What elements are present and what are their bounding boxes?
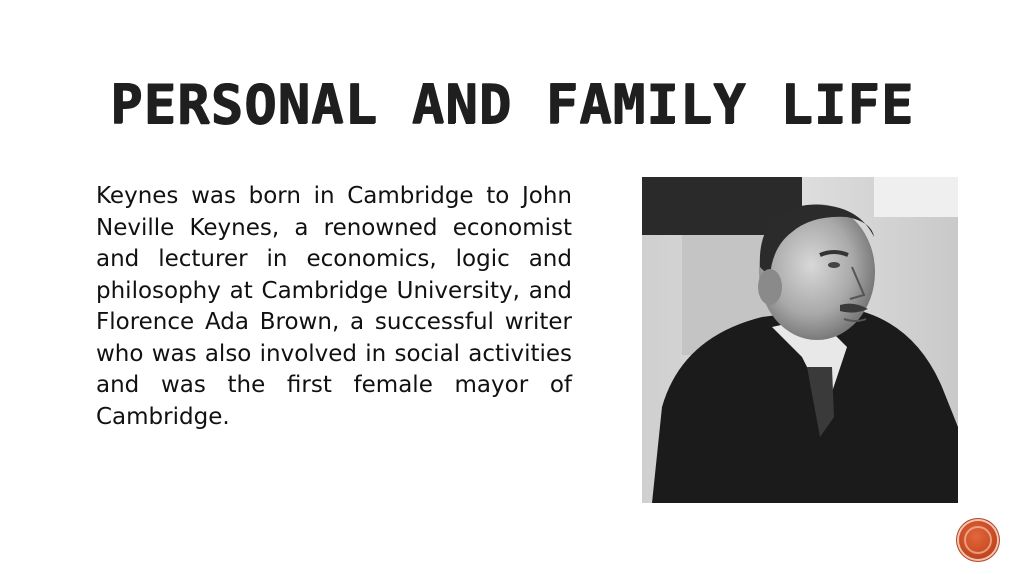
body-paragraph: Keynes was born in Cambridge to John Neville Keynes, a renowned economist and lecturer in economics, logic and philosophy at Cambridge University, and Florence Ada Brown, a successful writer who was also involved in social activities and was the first female mayor of Cambridge. bbox=[96, 183, 572, 430]
page-title: PERSONAL AND FAMILY LIFE bbox=[109, 73, 915, 136]
portrait-photo bbox=[642, 177, 958, 503]
next-slide-icon bbox=[964, 526, 992, 554]
next-slide-button[interactable] bbox=[959, 521, 997, 559]
